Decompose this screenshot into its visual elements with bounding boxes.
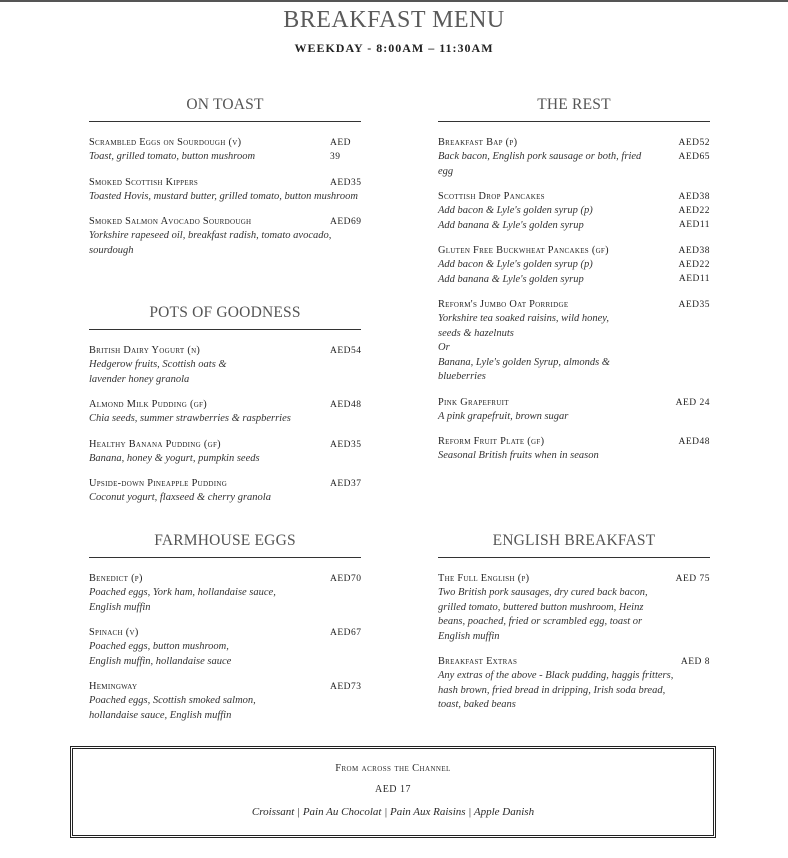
item-description: Poached eggs, Scottish smoked salmon, hollandaise sauce, English muffin <box>89 695 256 721</box>
item-description: Coconut yogurt, flaxseed & cherry granola <box>89 492 271 503</box>
item-price: AED73 <box>330 682 362 692</box>
item-description: Add bacon & Lyle's golden syrup (p) Add banana & Lyle's golden syrup <box>438 205 593 231</box>
item-price: AED52 AED65 <box>678 138 710 162</box>
menu-item <box>438 298 710 385</box>
section-divider <box>89 121 361 122</box>
item-price: AED37 <box>330 479 362 489</box>
menu-item <box>89 477 361 506</box>
menu-item <box>438 136 710 179</box>
item-description: Banana, honey & yogurt, pumpkin seeds <box>89 452 260 464</box>
item-name: Gluten Free Buckwheat Pancakes (gf) <box>438 245 609 256</box>
item-description: Seasonal British fruits when in season <box>438 450 599 461</box>
section-heading: ON TOAST <box>186 96 264 113</box>
section-english-breakfast <box>438 532 710 724</box>
menu-item <box>89 136 361 165</box>
top-border-line <box>0 0 788 2</box>
item-price: AED38 AED22 AED11 <box>678 192 710 230</box>
item-name: Scottish Drop Pancakes <box>438 191 545 202</box>
item-name: Smoked Salmon Avocado Sourdough <box>89 216 252 227</box>
menu-item <box>89 680 361 723</box>
item-price: AED35 <box>330 177 362 188</box>
menu-item <box>89 344 361 387</box>
item-name: Breakfast Extras <box>438 656 518 667</box>
section-divider <box>89 557 361 558</box>
section-farmhouse-eggs <box>89 532 361 734</box>
item-description: Yorkshire tea soaked raisins, wild honey, seeds & hazelnuts Or Banana, Lyle's golden Syrup, almonds & blueberries <box>438 313 610 382</box>
menu-item <box>89 398 361 427</box>
menu-item <box>438 396 710 425</box>
item-price: AED54 <box>330 346 362 356</box>
item-description: Toasted Hovis, mustard butter, grilled tomato, button mushroom <box>89 190 358 202</box>
item-name: Hemingway <box>89 681 138 692</box>
item-price: AED67 <box>330 628 362 638</box>
item-price: AED48 <box>330 400 362 410</box>
item-price: AED69 <box>330 217 362 227</box>
item-price: AED35 <box>330 439 362 450</box>
item-description: Back bacon, English pork sausage or both, fried egg <box>438 151 642 177</box>
item-price: AED 8 <box>680 657 710 667</box>
item-description: Yorkshire rapeseed oil, breakfast radish, tomato avocado, sourdough <box>89 230 332 256</box>
menu-item <box>438 572 710 644</box>
menu-item <box>438 435 710 464</box>
item-price: AED38 AED22 AED11 <box>678 246 710 284</box>
pastry-box <box>70 746 716 838</box>
menu-item <box>89 626 361 669</box>
item-description: Two British pork sausages, dry cured back bacon, grilled tomato, buttered button mushroom, Heinz beans, poached, fried or scrambled egg, toast or English muffin <box>438 587 648 642</box>
item-name: Reform's Jumbo Oat Porridge <box>438 299 569 310</box>
item-description: A pink grapefruit, brown sugar <box>438 410 569 422</box>
menu-item <box>89 215 361 258</box>
item-name: The Full English (p) <box>438 573 530 584</box>
menu-item <box>89 438 361 467</box>
item-name: Almond Milk Pudding (gf) <box>89 399 207 410</box>
item-description: Add bacon & Lyle's golden syrup (p) Add banana & Lyle's golden syrup <box>438 259 593 285</box>
item-description: Poached eggs, York ham, hollandaise sauce, English muffin <box>89 587 276 613</box>
item-name: Pink Grapefruit <box>438 396 509 408</box>
section-heading: FARMHOUSE EGGS <box>154 532 296 549</box>
item-description: Poached eggs, button mushroom, English muffin, hollandaise sauce <box>89 641 232 667</box>
section-divider <box>89 329 361 330</box>
section-divider <box>438 557 710 558</box>
section-pots-of-goodness <box>89 304 361 517</box>
menu-item <box>89 176 361 205</box>
item-name: Breakfast Bap (p) <box>438 137 518 148</box>
item-name: Spinach (v) <box>89 627 139 638</box>
section-heading: POTS OF GOODNESS <box>149 304 301 321</box>
item-price: AED 75 <box>675 574 710 584</box>
item-name: Smoked Scottish Kippers <box>89 176 199 188</box>
menu-item <box>438 244 710 287</box>
item-name: Scrambled Eggs on Sourdough (v) <box>89 137 242 148</box>
item-description: Toast, grilled tomato, button mushroom <box>89 151 256 162</box>
item-description: Hedgerow fruits, Scottish oats & lavender honey granola <box>89 359 227 385</box>
item-name: Reform Fruit Plate (gf) <box>438 436 545 447</box>
menu-item <box>438 190 710 233</box>
pastry-price: AED 17 <box>374 784 412 795</box>
item-name: Benedict (p) <box>89 573 143 584</box>
section-heading: ENGLISH BREAKFAST <box>492 532 656 549</box>
section-heading: THE REST <box>537 96 611 113</box>
item-price: AED70 <box>330 574 362 584</box>
page-title: BREAKFAST MENU <box>283 7 505 33</box>
section-divider <box>438 121 710 122</box>
item-description: Any extras of the above - Black pudding, haggis fritters, hash brown, fried bread in dripping, Irish soda bread, toast, baked beans <box>438 670 674 710</box>
item-price: AED 24 <box>675 397 710 408</box>
item-name: Upside-down Pineapple Pudding <box>89 478 228 489</box>
section-on-toast <box>89 96 361 269</box>
item-price: AED 39 <box>330 138 352 162</box>
menu-item <box>89 572 361 615</box>
pastry-items: Croissant | Pain Au Chocolat | Pain Aux Raisins | Apple Danish <box>251 806 535 818</box>
item-price: AED35 <box>678 300 710 310</box>
item-name: British Dairy Yogurt (n) <box>89 345 201 356</box>
item-price: AED48 <box>678 437 710 447</box>
menu-item <box>438 655 710 713</box>
item-name: Healthy Banana Pudding (gf) <box>89 438 221 450</box>
item-description: Chia seeds, summer strawberries & raspberries <box>89 413 291 424</box>
pastry-heading: From across the Channel <box>335 763 451 774</box>
section-the-rest <box>438 96 710 475</box>
page-subtitle-hours: WEEKDAY - 8:00AM – 11:30AM <box>294 41 494 55</box>
